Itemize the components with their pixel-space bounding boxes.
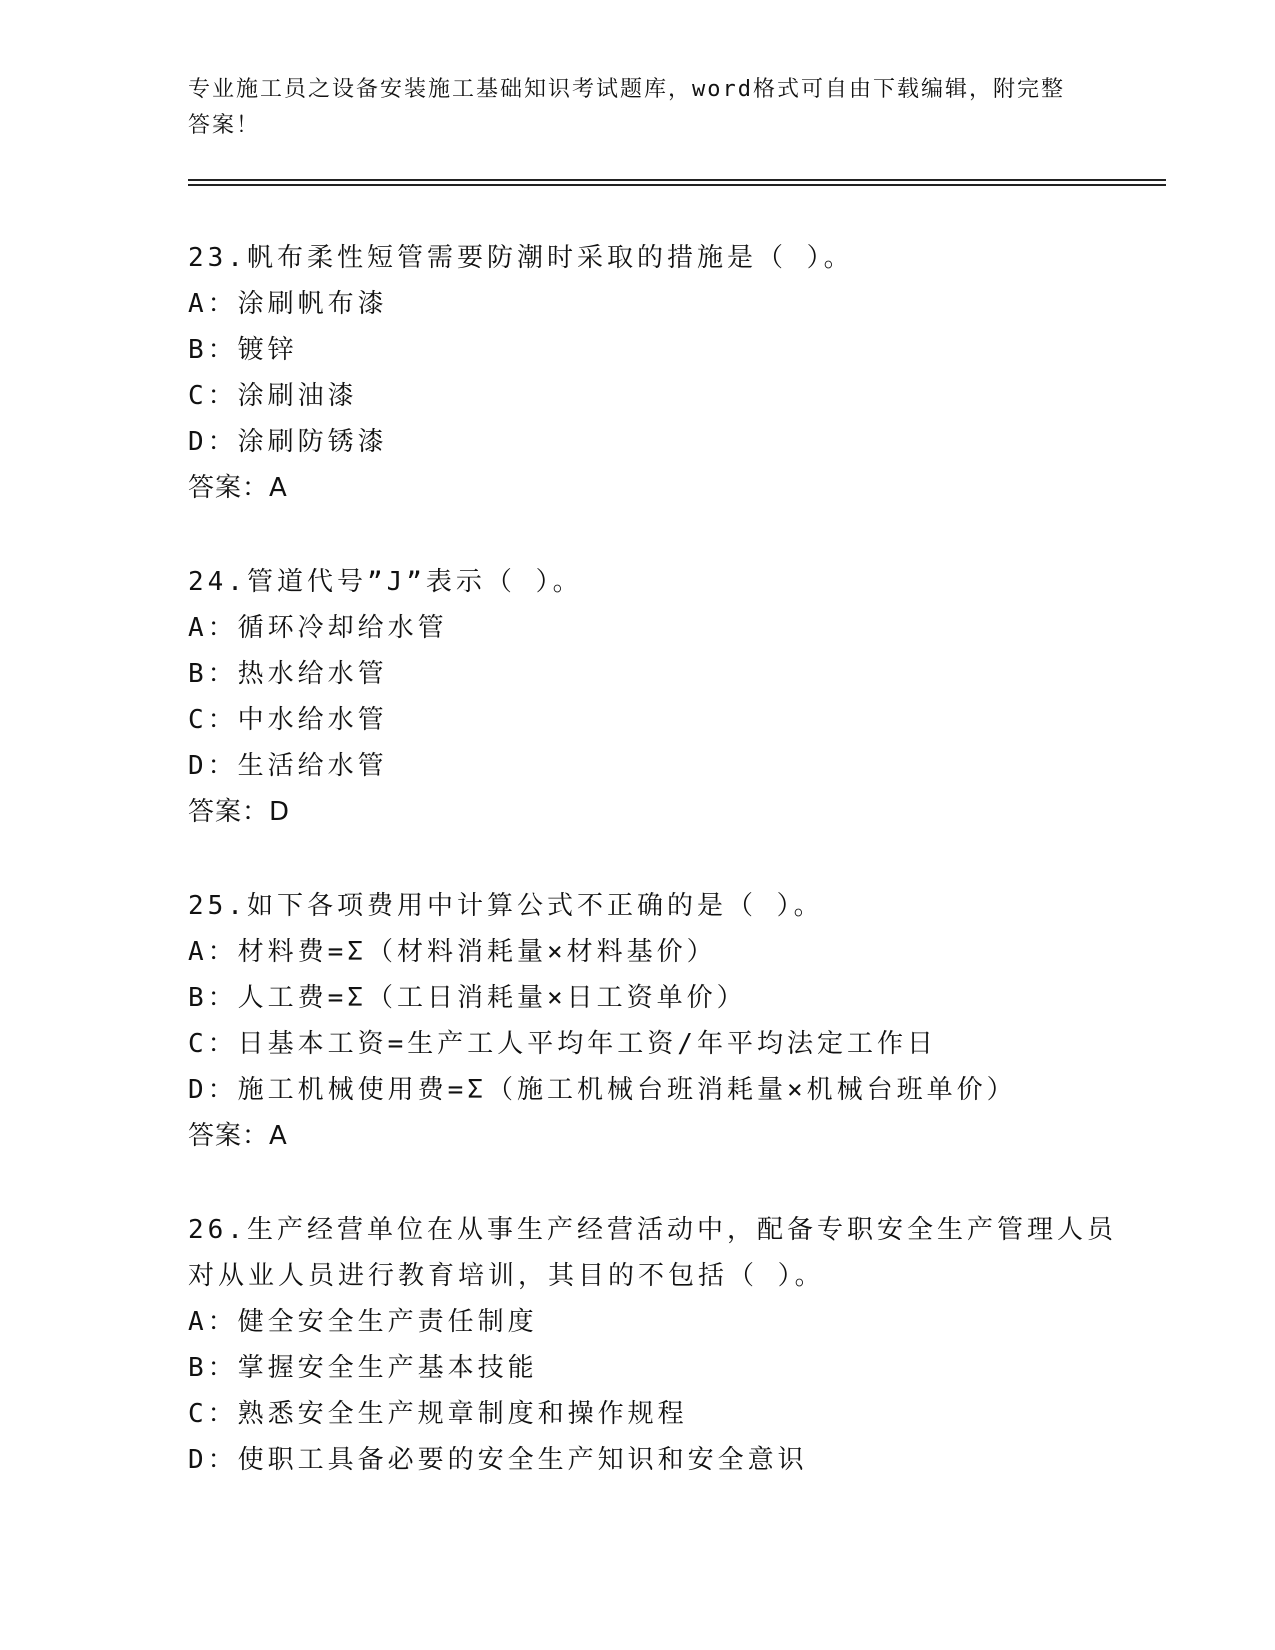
header-divider-top [188,179,1166,181]
question-23 [188,235,1128,511]
answer: 答案：A [188,1121,288,1151]
option-c: C：中水给水管 [188,705,388,735]
option-b: B：镀锌 [188,335,298,365]
option-a: A：涂刷帆布漆 [188,289,388,319]
answer: 答案：A [188,473,288,503]
option-d: D：使职工具备必要的安全生产知识和安全意识 [188,1445,808,1475]
document-header: 专业施工员之设备安装施工基础知识考试题库，word格式可自由下载编辑，附完整答案！ [188,77,1065,138]
option-d: D：涂刷防锈漆 [188,427,388,457]
question-stem: 26.生产经营单位在从事生产经营活动中，配备专职安全生产管理人员对从业人员进行教育培训，其目的不包括（ ）。 [188,1215,1117,1291]
header-divider-bottom [188,184,1166,186]
question-26 [188,1207,1128,1483]
option-a: A：健全安全生产责任制度 [188,1307,538,1337]
option-c: C：涂刷油漆 [188,381,358,411]
option-d: D：施工机械使用费=Σ（施工机械台班消耗量×机械台班单价） [188,1075,1017,1105]
option-b: B：热水给水管 [188,659,388,689]
option-b: B：掌握安全生产基本技能 [188,1353,538,1383]
option-b: B：人工费=Σ（工日消耗量×日工资单价） [188,983,747,1013]
option-a: A：循环冷却给水管 [188,613,448,643]
question-25 [188,883,1128,1159]
option-a: A：材料费=Σ（材料消耗量×材料基价） [188,937,717,967]
option-c: C：熟悉安全生产规章制度和操作规程 [188,1399,688,1429]
question-24 [188,559,1128,835]
question-stem: 24.管道代号”J”表示（ ）。 [188,567,583,597]
option-d: D：生活给水管 [188,751,388,781]
question-list [188,235,1128,1531]
answer: 答案：D [188,797,291,827]
option-c: C：日基本工资=生产工人平均年工资/年平均法定工作日 [188,1029,937,1059]
question-stem: 25.如下各项费用中计算公式不正确的是（ ）。 [188,891,824,921]
question-stem: 23.帆布柔性短管需要防潮时采取的措施是（ ）。 [188,243,854,273]
